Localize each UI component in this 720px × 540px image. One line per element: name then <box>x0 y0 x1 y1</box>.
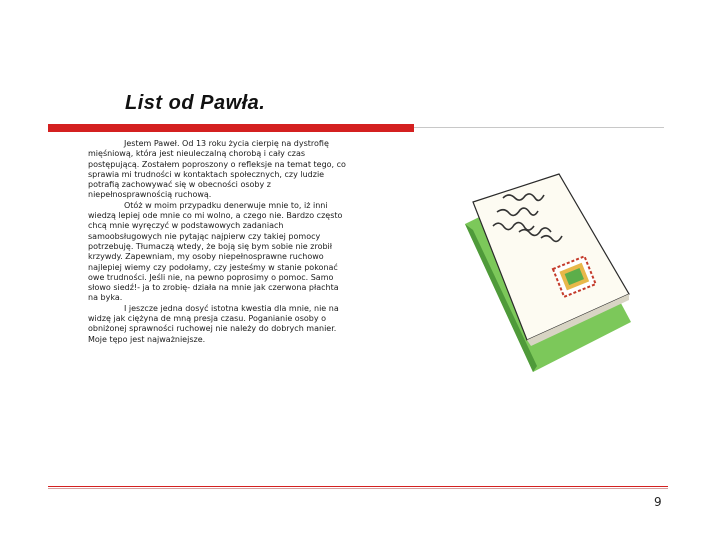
paragraph-2: Otóż w moim przypadku denerwuje mnie to, iż inni wiedzą lepiej ode mnie co mi wolno, a czego nie. Bardzo często chcą mnie wyręczyć w podstawowych zadaniach samoobsługowych nie pytając najpierw czy takiej pomocy potrzebuję. Tłumaczą wtedy, że boją się bym sobie nie zrobił krzywdy. Zapewniam, my osoby niepełnosprawne ruchowo najlepiej wiemy czy podołamy, czy jesteśmy w stanie pokonać owe trudności. Jeśli nie, na pewno poprosimy o pomoc. Samo słowo siedź!- ja to zrobię- działa na mnie jak czerwona płachta na byka. <box>88 200 343 303</box>
title-underline-thin <box>414 127 664 128</box>
slide-title: List od Pawła. <box>125 92 266 114</box>
footer-rule <box>48 486 668 487</box>
page-number: 9 <box>654 495 662 509</box>
letter-text <box>88 139 350 345</box>
title-underline-red <box>48 124 414 132</box>
footer-rule-shadow <box>48 488 668 489</box>
letter-envelope-icon <box>463 172 633 374</box>
paragraph-1: Jestem Paweł. Od 13 roku życia cierpię na dystrofię mięśniową, która jest nieuleczalną chorobą i cały czas postępującą. Zostałem poproszony o refleksje na temat tego, co sprawia mi trudności w kontaktach społecznych, czy ludzie potrafią zachowywać się w obecności osoby z niepełnosprawnością ruchową. <box>88 139 346 200</box>
paragraph-3: I jeszcze jedna dosyć istotna kwestia dla mnie, nie na widzę jak ciężyna de mną presja czasu. Poganianie osoby o obniżonej sprawności ruchowej nie należy do dobrych manier. Moje tępo jest najważniejsze. <box>88 303 339 344</box>
